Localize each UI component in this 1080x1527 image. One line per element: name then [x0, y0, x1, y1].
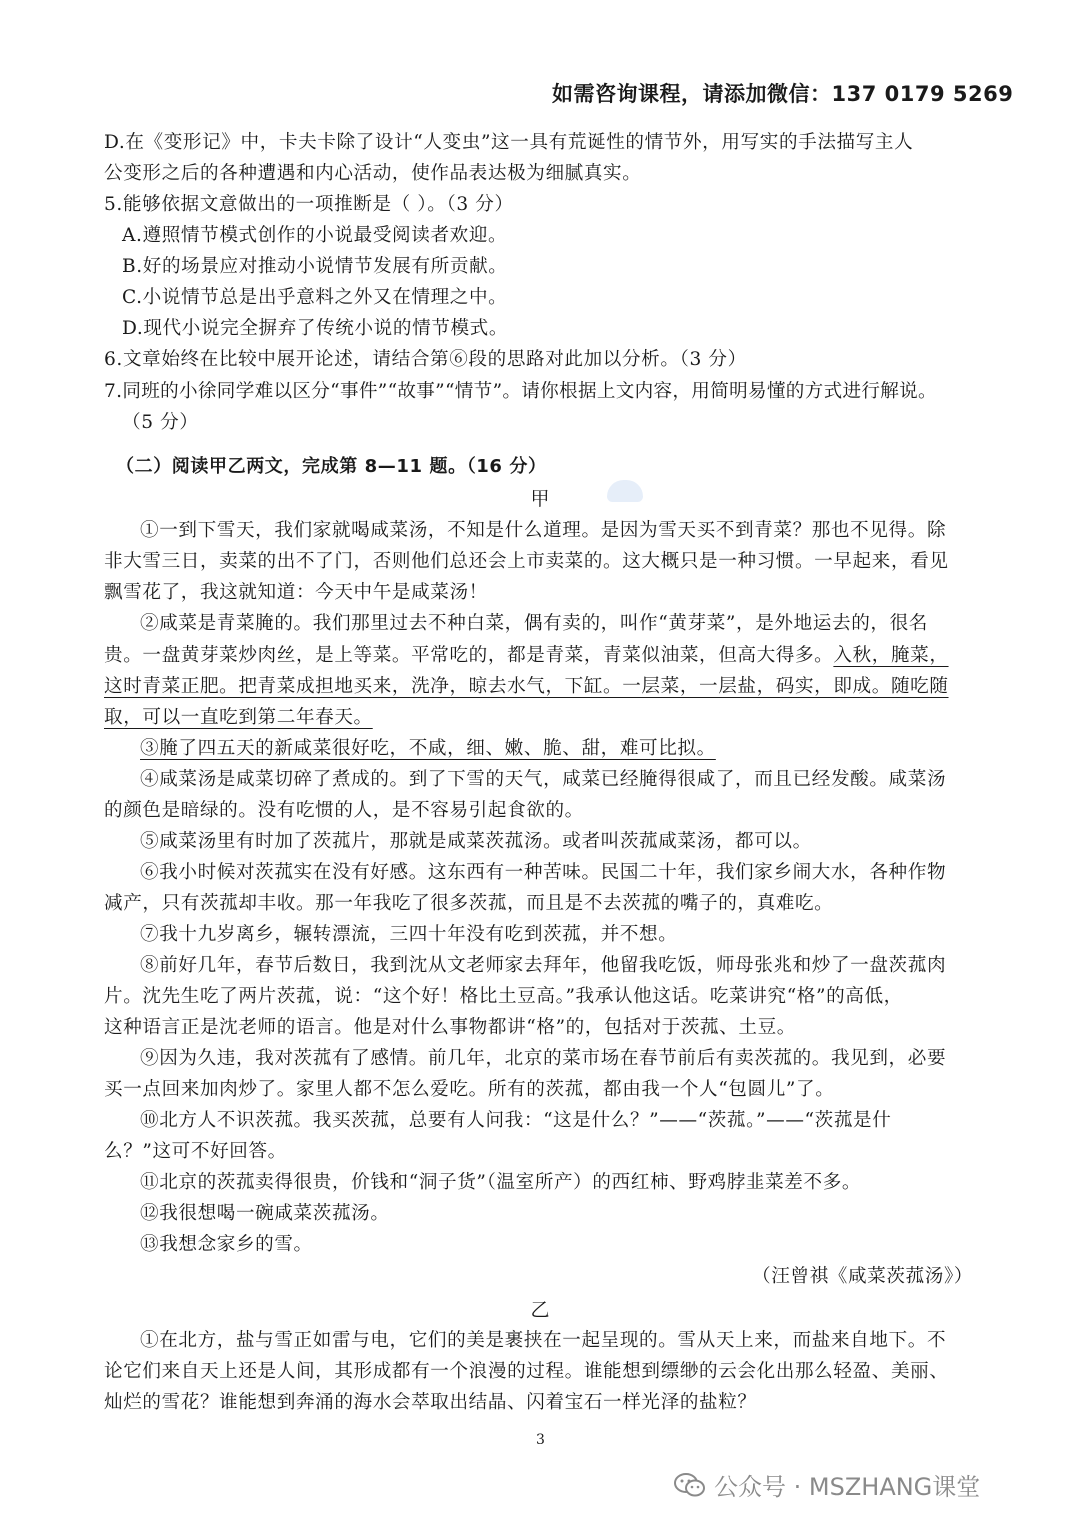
text-a-p6-line1: ⑥我小时候对茨菰实在没有好感。这东西有一种苦味。民国二十年，我们家乡闹大水，各种作物 — [140, 862, 947, 883]
wechat-icon — [674, 1472, 706, 1498]
text-a-p2-line2-plain: 贵。一盘黄芽菜炒肉丝，是上等菜。平常吃的，都是青菜，青菜似油菜，但高大得多。 — [104, 645, 834, 666]
text-a-p13: ⑬我想念家乡的雪。 — [140, 1234, 313, 1255]
text-a-p12: ⑫我很想喝一碗咸菜茨菰汤。 — [140, 1203, 390, 1224]
text-b-p1-line1: ①在北方，盐与雪正如雷与电，它们的美是裹挟在一起呈现的。雪从天上来，而盐来自地下。不 — [140, 1330, 947, 1351]
text-b-p1-line3: 灿烂的雪花？谁能想到奔涌的海水会萃取出结晶、闪着宝石一样光泽的盐粒？ — [104, 1392, 757, 1413]
section2-title: （二）阅读甲乙两文，完成第 8—11 题。（16 分） — [116, 456, 547, 477]
q5-stem: 5.能够依据文意做出的一项推断是（ ）。（3 分） — [104, 194, 514, 215]
text-a-p9-line1: ⑨因为久违，我对茨菰有了感情。前几年，北京的菜市场在春节前后有卖茨菰的。我见到，必要 — [140, 1048, 947, 1069]
text-b-p1-line2: 论它们来自天上还是人间，其形成都有一个浪漫的过程。谁能想到缥缈的云会化出那么轻盈、美丽、 — [104, 1361, 949, 1382]
q7-line2: （5 分） — [122, 412, 199, 433]
contact-header: 如需咨询课程，请添加微信：137 0179 5269 — [552, 82, 1014, 106]
page-number: 3 — [536, 1432, 545, 1448]
text-a-p2-line4-underlined: 取，可以一直吃到第二年春天。 — [104, 707, 373, 728]
text-a-p1-line2: 非大雪三日，卖菜的出不了门，否则他们总还会上市卖菜的。这大概只是一种习惯。一早起来，看见 — [104, 551, 949, 572]
watermark — [674, 1467, 980, 1502]
text-a-p4-line1: ④咸菜汤是咸菜切碎了煮成的。到了下雪的天气，咸菜已经腌得很咸了，而且已经发酸。咸菜汤 — [140, 769, 947, 790]
text-a-p2-line3-underlined: 这时青菜正肥。把青菜成担地买来，洗净，晾去水气，下缸。一层菜，一层盐，码实，即成。随吃随 — [104, 676, 949, 697]
text-a-p11: ⑪北京的茨菰卖得很贵，价钱和“洞子货”（温室所产）的西红柿、野鸡脖韭菜差不多。 — [140, 1172, 862, 1193]
text-a-p6-line2: 减产，只有茨菰却丰收。那一年我吃了很多茨菰，而且是不去茨菰的嘴子的，真难吃。 — [104, 893, 834, 914]
q7-line1: 7.同班的小徐同学难以区分“事件”“故事”“情节”。请你根据上文内容，用简明易懂的方式进行解说。 — [104, 381, 937, 402]
text-a-p5: ⑤咸菜汤里有时加了茨菰片，那就是咸菜茨菰汤。或者叫茨菰咸菜汤，都可以。 — [140, 831, 812, 852]
text-a-p2-line2 — [104, 641, 949, 671]
text-a-p2-underlined-start: 入秋，腌菜， — [833, 645, 949, 666]
q4-option-d-line1: D.在《变形记》中，卡夫卡除了设计“人变虫”这一具有荒诞性的情节外，用写实的手法描写主人 — [104, 132, 914, 153]
text-a-p10-line1: ⑩北方人不识茨菰。我买茨菰，总要有人问我：“这是什么？”——“茨菰。”——“茨菰是什 — [140, 1110, 892, 1131]
text-a-p8-line2: 片。沈先生吃了两片茨菰，说：“这个好！格比土豆高。”我承认他这话。吃菜讲究“格”的高低， — [104, 986, 903, 1007]
q5-option-d: D.现代小说完全摒弃了传统小说的情节模式。 — [122, 318, 509, 339]
text-a-p10-line2: 么？”这可不好回答。 — [104, 1141, 287, 1162]
q4-option-d-line2: 公变形之后的各种遭遇和内心活动，使作品表达极为细腻真实。 — [104, 163, 642, 184]
text-a-title: 甲 — [530, 488, 550, 510]
text-a-p9-line2: 买一点回来加肉炒了。家里人都不怎么爱吃。所有的茨菰，都由我一个人“包圆儿”了。 — [104, 1079, 835, 1100]
text-a-p3-underlined: ③腌了四五天的新咸菜很好吃，不咸，细、嫩、脆、甜，难可比拟。 — [140, 738, 716, 759]
q5-option-c: C.小说情节总是出乎意料之外又在情理之中。 — [122, 287, 508, 308]
text-b-title: 乙 — [530, 1299, 550, 1321]
q5-option-b: B.好的场景应对推动小说情节发展有所贡献。 — [122, 256, 508, 277]
text-a-p1-line1: ①一到下雪天，我们家就喝咸菜汤，不知是什么道理。是因为雪天买不到青菜？那也不见得。除 — [140, 520, 947, 541]
text-a-p8-line1: ⑧前好几年，春节后数日，我到沈从文老师家去拜年，他留我吃饭，师母张兆和炒了一盘茨菰肉 — [140, 955, 947, 976]
text-a-p4-line2: 的颜色是暗绿的。没有吃惯的人，是不容易引起食欲的。 — [104, 800, 584, 821]
q6: 6.文章始终在比较中展开论述，请结合第⑥段的思路对此加以分析。（3 分） — [104, 349, 747, 370]
q5-option-a: A.遵照情节模式创作的小说最受阅读者欢迎。 — [122, 225, 508, 246]
text-a-p2-line1: ②咸菜是青菜腌的。我们那里过去不种白菜，偶有卖的，叫作“黄芽菜”，是外地运去的，很名 — [140, 613, 928, 634]
text-a-p1-line3: 飘雪花了，我这就知道：今天中午是咸菜汤！ — [104, 582, 488, 603]
text-a-p8-line3: 这种语言正是沈老师的语言。他是对什么事物都讲“格”的，包括对于茨菰、土豆。 — [104, 1017, 796, 1038]
watermark-text: 公众号 · MSZHANG课堂 — [714, 1473, 981, 1501]
text-a-source: （汪曾祺《咸菜茨菰汤》） — [752, 1266, 974, 1287]
text-a-p7: ⑦我十九岁离乡，辗转漂流，三四十年没有吃到茨菰，并不想。 — [140, 924, 678, 945]
